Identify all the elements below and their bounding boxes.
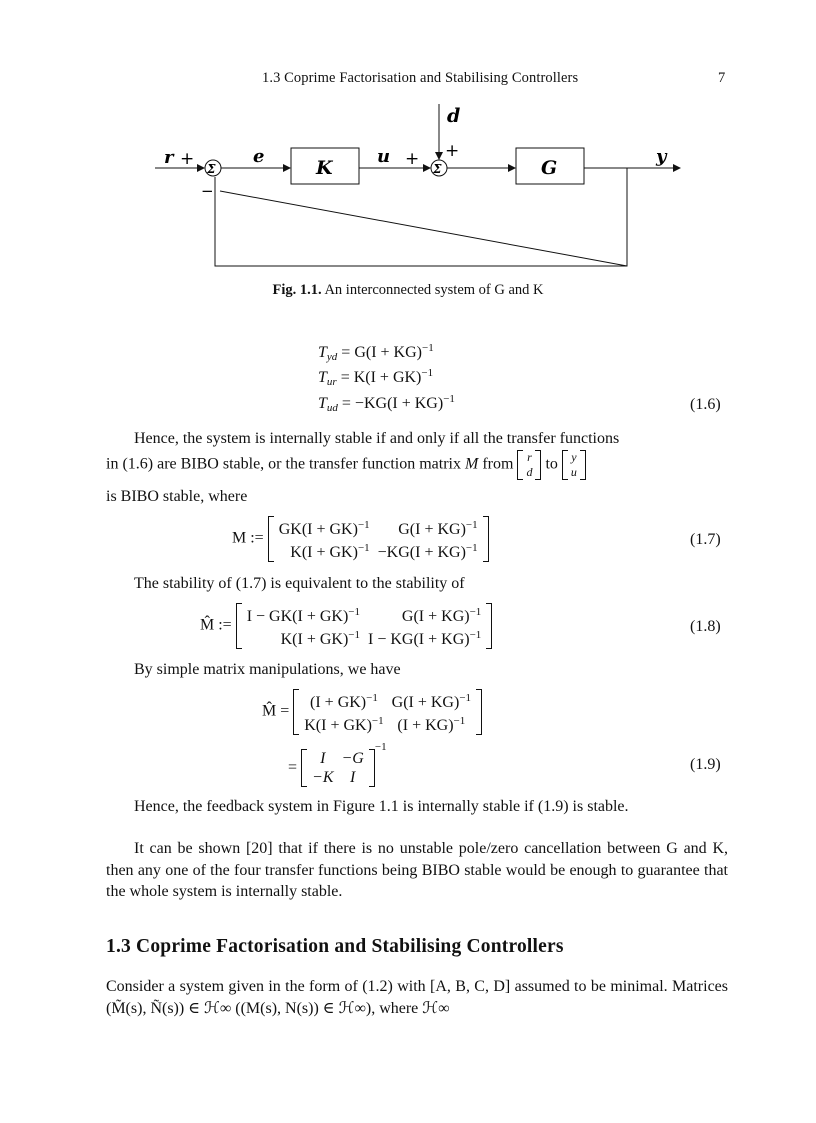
- eq16-number: (1.6): [690, 396, 721, 413]
- label-u: u: [377, 146, 391, 167]
- feedback-diagonal-line: [220, 191, 627, 266]
- paragraph-1-line2: in (1.6) are BIBO stable, or the transfer function matrix M from r d to y u: [106, 450, 728, 490]
- figure-caption-text: An interconnected system of G and K: [324, 282, 544, 298]
- eq16-line1: $T_{yd} = G(I + KG)^{-1}$: [318, 342, 434, 363]
- eq19-line1: M̂ = (I + GK)$^{-1}$ G(I + KG)$^{-1}$ K(I + GK)$^{-1}$ (I + KG)$^{-1}$: [262, 689, 482, 735]
- paragraph-1: Hence, the system is internally stable if and only if all the transfer functions: [134, 430, 620, 447]
- figure-caption: [0, 282, 816, 299]
- label-e: e: [253, 146, 265, 167]
- block-g-label: G: [541, 157, 558, 179]
- vector-y-u: y u: [562, 450, 586, 480]
- eq19-number: (1.9): [690, 756, 721, 773]
- eq17: M := GK(I + GK)$^{-1}$ G(I + KG)$^{-1}$ K(I + GK)$^{-1}$ −KG(I + KG)$^{-1}$: [232, 516, 489, 562]
- eq16-line3: $T_{ud} = -KG(I + KG)^{-1}$: [318, 393, 455, 414]
- section-heading: 1.3 Coprime Factorisation and Stabilising Controllers: [106, 936, 564, 957]
- label-minus: −: [201, 182, 214, 200]
- paragraph-6: Consider a system given in the form of (1.2) with [A, B, C, D] assumed to be minimal. Matrices (M̃(s), Ñ(s)) ∈ ℋ∞ ((M(s), N(s)) ∈ ℋ∞), where ℋ∞: [106, 978, 728, 1017]
- feedback-line: [215, 168, 627, 266]
- vector-r-d: r d: [517, 450, 541, 480]
- label-r: r: [164, 147, 174, 168]
- paragraph-4: Hence, the feedback system in Figure 1.1 is internally stable if (1.9) is stable.: [134, 798, 629, 815]
- block-diagram: [140, 96, 700, 276]
- eq18-number: (1.8): [690, 618, 721, 635]
- label-d: d: [447, 105, 461, 127]
- paragraph-5: It can be shown [20] that if there is no unstable pole/zero cancellation between G and K, then any one of the four transfer functions being BIBO stable would be enough to guarantee that the whole system is internally stable.: [106, 840, 728, 900]
- paragraph-1-line3: is BIBO stable, where: [106, 488, 248, 505]
- eq17-number: (1.7): [690, 531, 721, 548]
- label-y: y: [656, 146, 667, 167]
- running-head: 1.3 Coprime Factorisation and Stabilising Controllers: [262, 70, 579, 86]
- sum1-label: Σ: [207, 162, 216, 176]
- eq18: M̂ := I − GK(I + GK)$^{-1}$ G(I + KG)$^{-1}$ K(I + GK)$^{-1}$ I − KG(I + KG)$^{-1}$: [200, 603, 492, 649]
- block-k-label: K: [316, 157, 333, 179]
- sum2-label: Σ: [433, 162, 442, 176]
- figure-caption-label: Fig. 1.1.: [272, 282, 322, 298]
- eq19-line2: = I −G −K I $^{-1}$: [288, 741, 387, 787]
- page-number: 7: [718, 70, 726, 86]
- paragraph-2: The stability of (1.7) is equivalent to the stability of: [134, 575, 465, 592]
- label-plus-2: +: [405, 149, 420, 169]
- eq16-line2: $T_{ur} = K(I + GK)^{-1}$: [318, 367, 434, 388]
- paragraph-3: By simple matrix manipulations, we have: [134, 661, 401, 678]
- label-plus-1: +: [180, 149, 195, 169]
- label-plus-3: +: [445, 141, 460, 161]
